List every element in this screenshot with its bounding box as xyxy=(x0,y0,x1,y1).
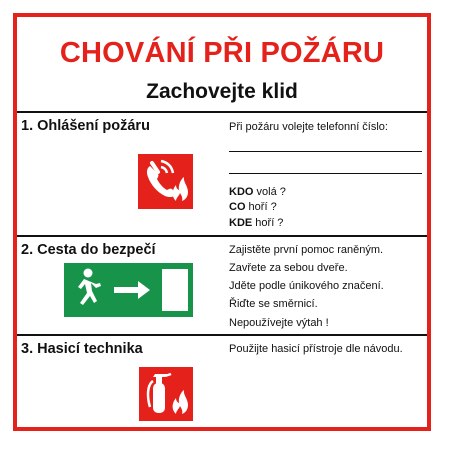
phone-number-blank-line xyxy=(229,151,422,152)
instruction-no-elevator: Nepoužívejte výtah ! xyxy=(229,317,329,329)
fire-safety-sign xyxy=(13,13,431,431)
emergency-exit-icon xyxy=(64,263,193,317)
fire-alarm-phone-icon xyxy=(138,154,193,209)
section-heading-report-fire: 1. Ohlášení požáru xyxy=(21,118,150,134)
instruction-follow-directive: Řiďte se směrnicí. xyxy=(229,298,318,310)
phone-number-blank-line xyxy=(229,173,422,174)
section-divider xyxy=(17,111,427,113)
question-who: KDO volá ? xyxy=(229,186,286,198)
section-heading-escape-route: 2. Cesta do bezpečí xyxy=(21,242,156,258)
fire-extinguisher-icon xyxy=(139,367,193,421)
sign-title: CHOVÁNÍ PŘI POŽÁRU xyxy=(59,37,385,69)
sign-subtitle: Zachovejte klid xyxy=(146,80,298,103)
instruction-follow-signs: Jděte podle únikového značení. xyxy=(229,280,384,292)
section-heading-fire-equipment: 3. Hasicí technika xyxy=(21,341,143,357)
instruction-first-aid: Zajistěte první pomoc raněným. xyxy=(229,244,384,256)
instruction-close-doors: Zavřete za sebou dveře. xyxy=(229,262,348,274)
question-what: CO hoří ? xyxy=(229,201,277,213)
section-divider xyxy=(17,235,427,237)
question-where: KDE hoří ? xyxy=(229,217,284,229)
instruction-use-extinguishers: Použijte hasicí přístroje dle návodu. xyxy=(229,343,403,355)
instruction-call-number: Při požáru volejte telefonní číslo: xyxy=(229,121,388,133)
section-divider xyxy=(17,334,427,336)
